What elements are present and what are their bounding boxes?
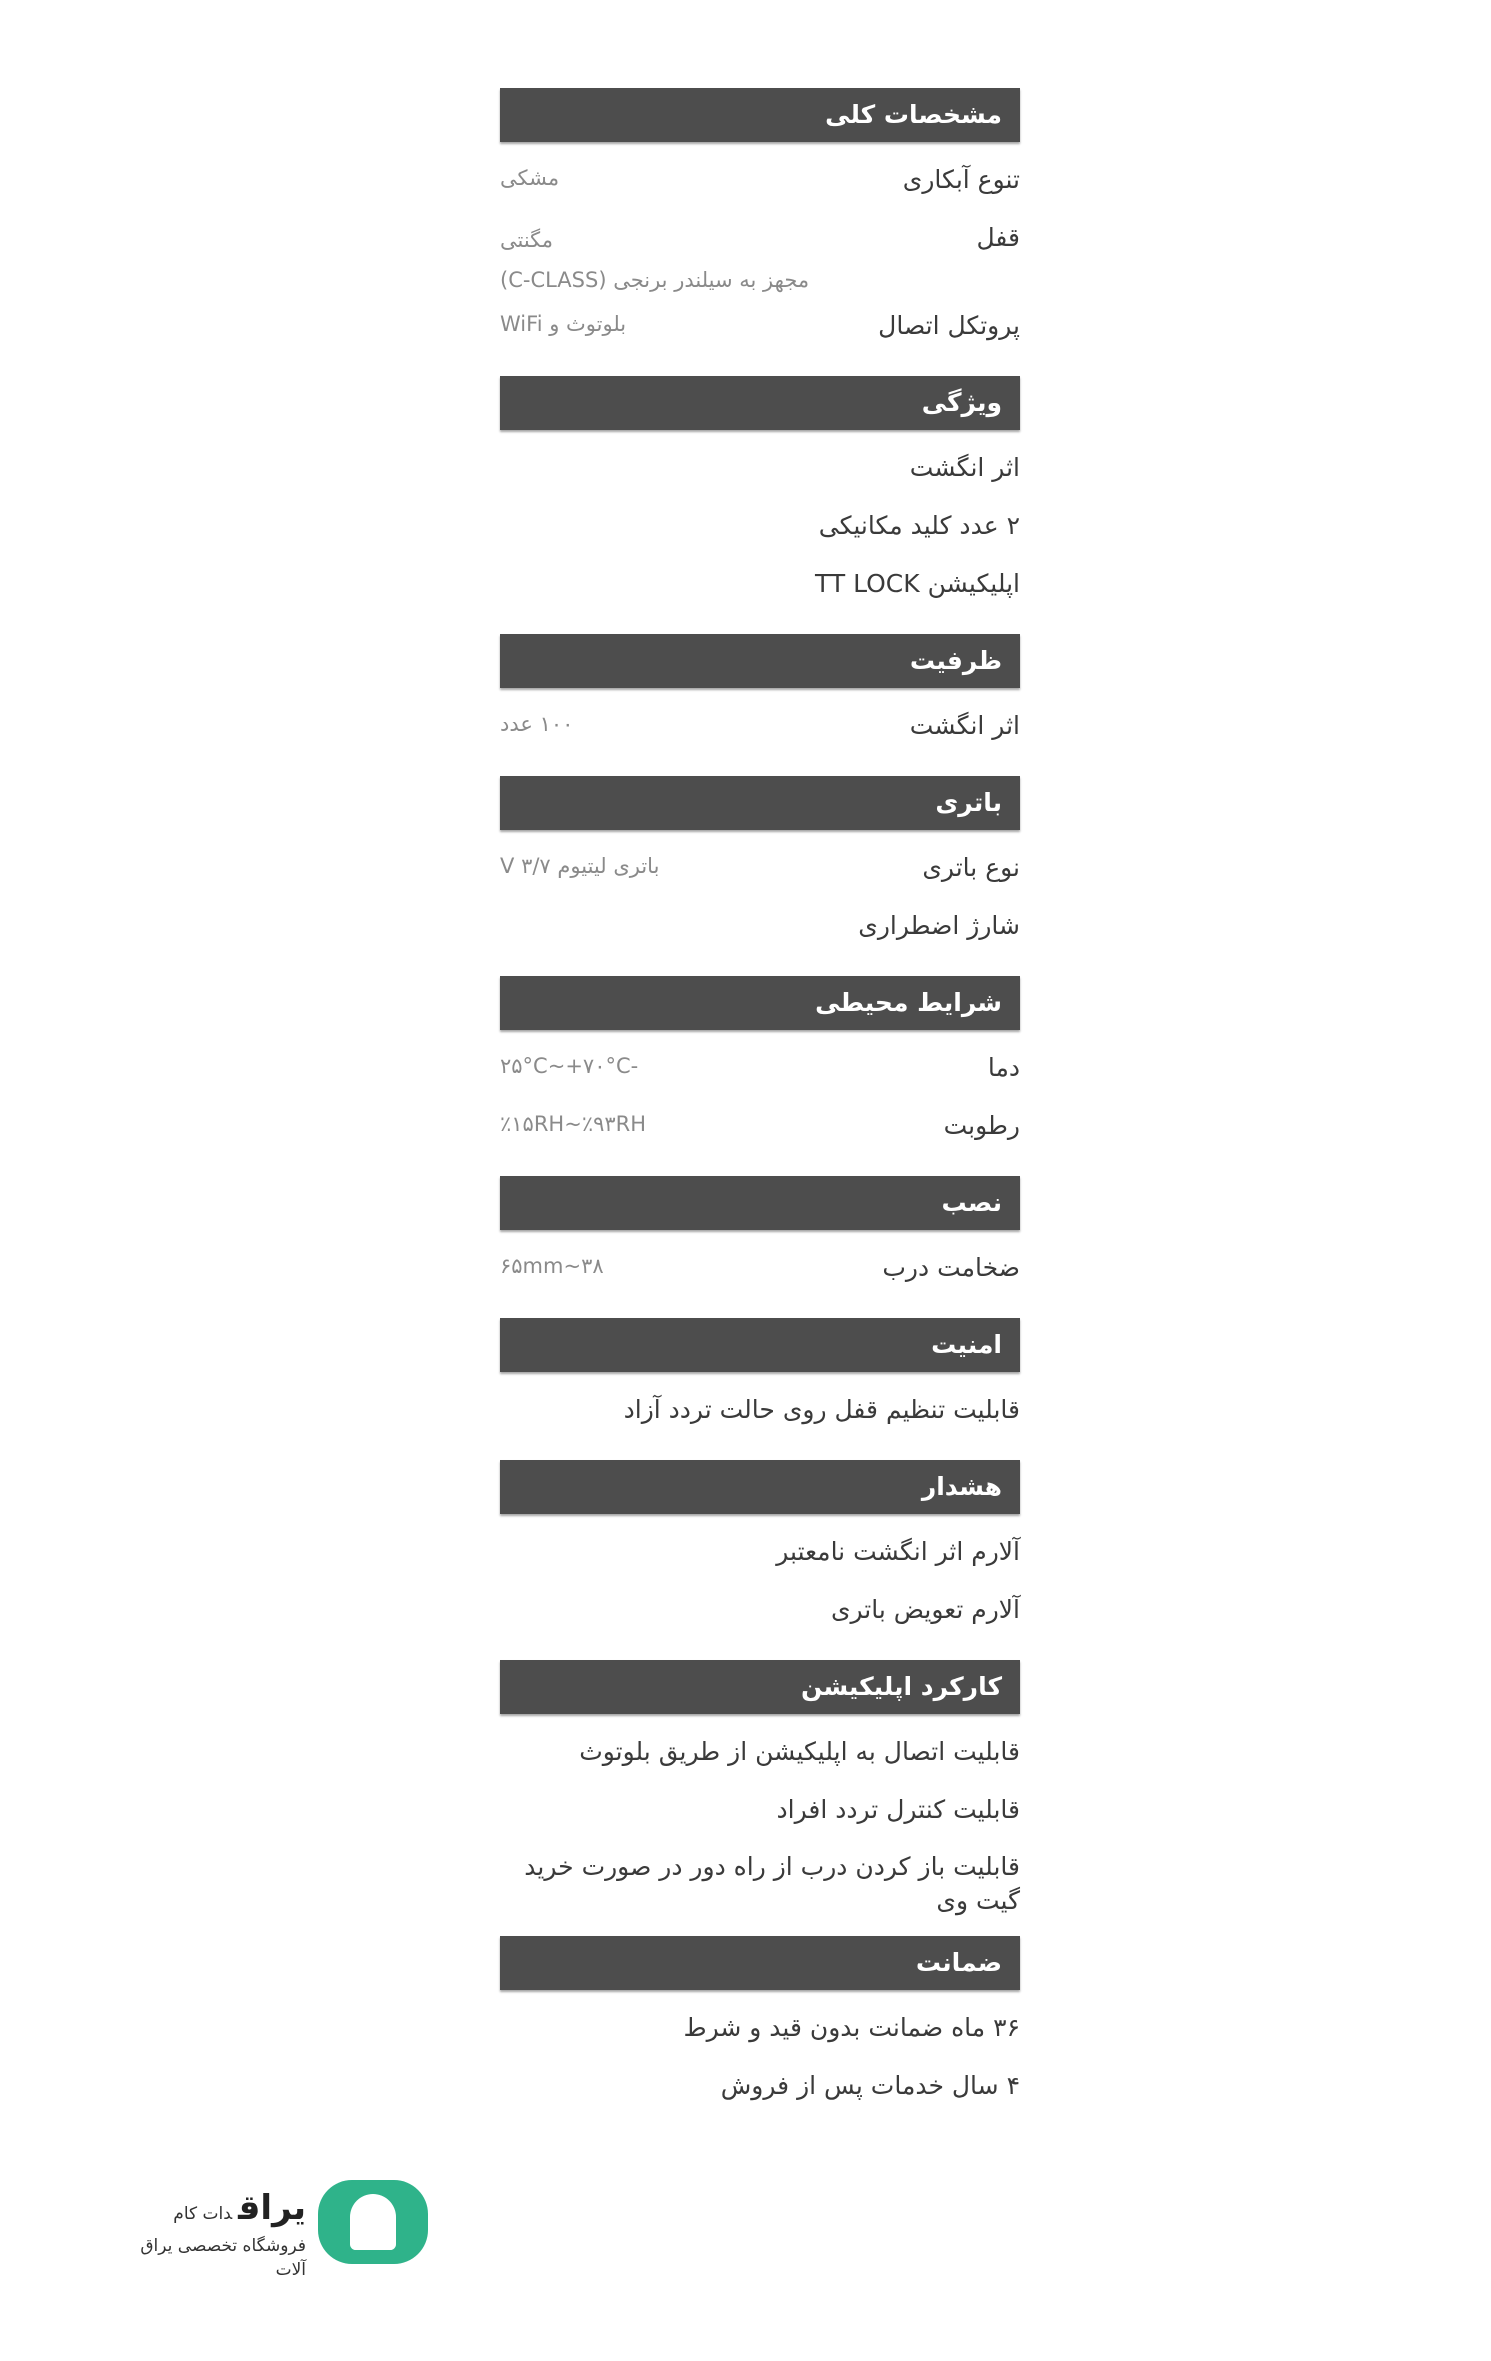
section-rows [500, 1990, 1020, 2136]
spec-row [500, 1726, 1020, 1784]
section-rows [500, 142, 1020, 376]
spec-value-line: ۱۰۰ عدد [500, 712, 574, 736]
spec-section [500, 1176, 1020, 1318]
spec-label: ۴ سال خدمات پس از فروش [720, 2071, 1020, 2100]
spec-section [500, 1460, 1020, 1660]
spec-row [500, 1784, 1020, 1842]
spec-label: رطوبت [943, 1111, 1020, 1140]
section-header: باتری [500, 776, 1020, 830]
section-rows [500, 1030, 1020, 1176]
spec-row [500, 212, 1020, 300]
logo-tagline: فروشگاه تخصصی یراق آلات [140, 2236, 306, 2280]
section-rows [500, 430, 1020, 634]
spec-value-line: ٪۱۵RH~٪۹۳RH [500, 1112, 647, 1136]
spec-row [500, 1526, 1020, 1584]
spec-row [500, 700, 1020, 758]
spec-value-line: مجهز به سیلندر برنجی (C-CLASS) [500, 268, 810, 292]
spec-value [500, 850, 659, 882]
logo-suffix: دات کام [173, 2204, 233, 2224]
logo-text [106, 2188, 306, 2282]
spec-label: ضخامت درب [882, 1253, 1020, 1282]
spec-sheet [500, 88, 1020, 2136]
spec-label: قابلیت کنترل تردد افراد [776, 1795, 1020, 1824]
section-header: کارکرد اپلیکیشن [500, 1660, 1020, 1714]
section-rows [500, 830, 1020, 976]
spec-value [500, 708, 573, 740]
spec-row [500, 1384, 1020, 1442]
spec-value [500, 1108, 646, 1140]
spec-row [500, 900, 1020, 958]
section-header: امنیت [500, 1318, 1020, 1372]
section-header: هشدار [500, 1460, 1020, 1514]
spec-label: نوع باتری [922, 853, 1020, 882]
spec-row [500, 558, 1020, 616]
section-header: ضمانت [500, 1936, 1020, 1990]
spec-value [500, 1250, 604, 1282]
spec-label: قابلیت اتصال به اپلیکیشن از طریق بلوتوث [579, 1737, 1020, 1766]
spec-section [500, 1936, 1020, 2136]
spec-section [500, 1660, 1020, 1936]
keyhole-shape [350, 2194, 396, 2250]
section-header: مشخصات کلی [500, 88, 1020, 142]
spec-row [500, 442, 1020, 500]
spec-value-line: -۲۵°C~+۷۰°C [500, 1054, 639, 1078]
spec-row [500, 154, 1020, 212]
spec-value-line: مگنتی [500, 228, 554, 252]
section-rows [500, 1714, 1020, 1936]
spec-label: ۳۶ ماه ضمانت بدون قید و شرط [683, 2013, 1020, 2042]
spec-label: دما [987, 1053, 1020, 1082]
spec-label: اپلیکیشن TT LOCK [815, 569, 1020, 598]
spec-section [500, 1318, 1020, 1460]
spec-value [500, 220, 809, 300]
section-rows [500, 1230, 1020, 1318]
section-rows [500, 1514, 1020, 1660]
brand-logo [106, 2180, 436, 2280]
spec-value-line: ۳۸~۶۵mm [500, 1254, 604, 1278]
spec-label: تنوع آبکاری [902, 165, 1020, 194]
spec-label: پروتکل اتصال [878, 311, 1020, 340]
spec-row [500, 1584, 1020, 1642]
spec-label: قابلیت تنظیم قفل روی حالت تردد آزاد [623, 1395, 1020, 1424]
spec-label: آلارم اثر انگشت نامعتبر [776, 1537, 1020, 1566]
spec-value-line: بلوتوث و WiFi [500, 312, 627, 336]
spec-label: اثر انگشت [909, 711, 1020, 740]
spec-row [500, 1100, 1020, 1158]
lock-logo-icon [318, 2180, 428, 2264]
spec-value [500, 308, 626, 340]
spec-section [500, 776, 1020, 976]
spec-row [500, 1042, 1020, 1100]
spec-row [500, 300, 1020, 358]
spec-row [500, 2060, 1020, 2118]
key-slot-shape [334, 2200, 348, 2228]
spec-section [500, 976, 1020, 1176]
spec-row [500, 1842, 1020, 1918]
spec-label: آلارم تعویض باتری [830, 1595, 1020, 1624]
spec-section [500, 634, 1020, 776]
section-rows [500, 688, 1020, 776]
spec-label: اثر انگشت [909, 453, 1020, 482]
section-header: شرایط محیطی [500, 976, 1020, 1030]
spec-value [500, 162, 559, 194]
section-header: نصب [500, 1176, 1020, 1230]
spec-label: قابلیت باز کردن درب از راه دور در صورت خرید گیت وی [524, 1852, 1020, 1915]
spec-label: ۲ عدد کلید مکانیکی [818, 511, 1020, 540]
logo-brand: یراق [238, 2188, 306, 2228]
spec-label: قفل [976, 223, 1020, 252]
spec-value-line: باتری لیتیوم ۳/۷ V [500, 854, 660, 878]
spec-section [500, 88, 1020, 376]
spec-row [500, 842, 1020, 900]
section-header: ویژگی [500, 376, 1020, 430]
spec-row [500, 1242, 1020, 1300]
logo-brand-line [106, 2188, 306, 2234]
spec-section [500, 376, 1020, 634]
section-rows [500, 1372, 1020, 1460]
spec-label: شارژ اضطراری [858, 911, 1020, 940]
spec-row [500, 2002, 1020, 2060]
section-header: ظرفیت [500, 634, 1020, 688]
spec-value [500, 1050, 638, 1082]
spec-row [500, 500, 1020, 558]
spec-value-line: مشکی [500, 166, 560, 190]
